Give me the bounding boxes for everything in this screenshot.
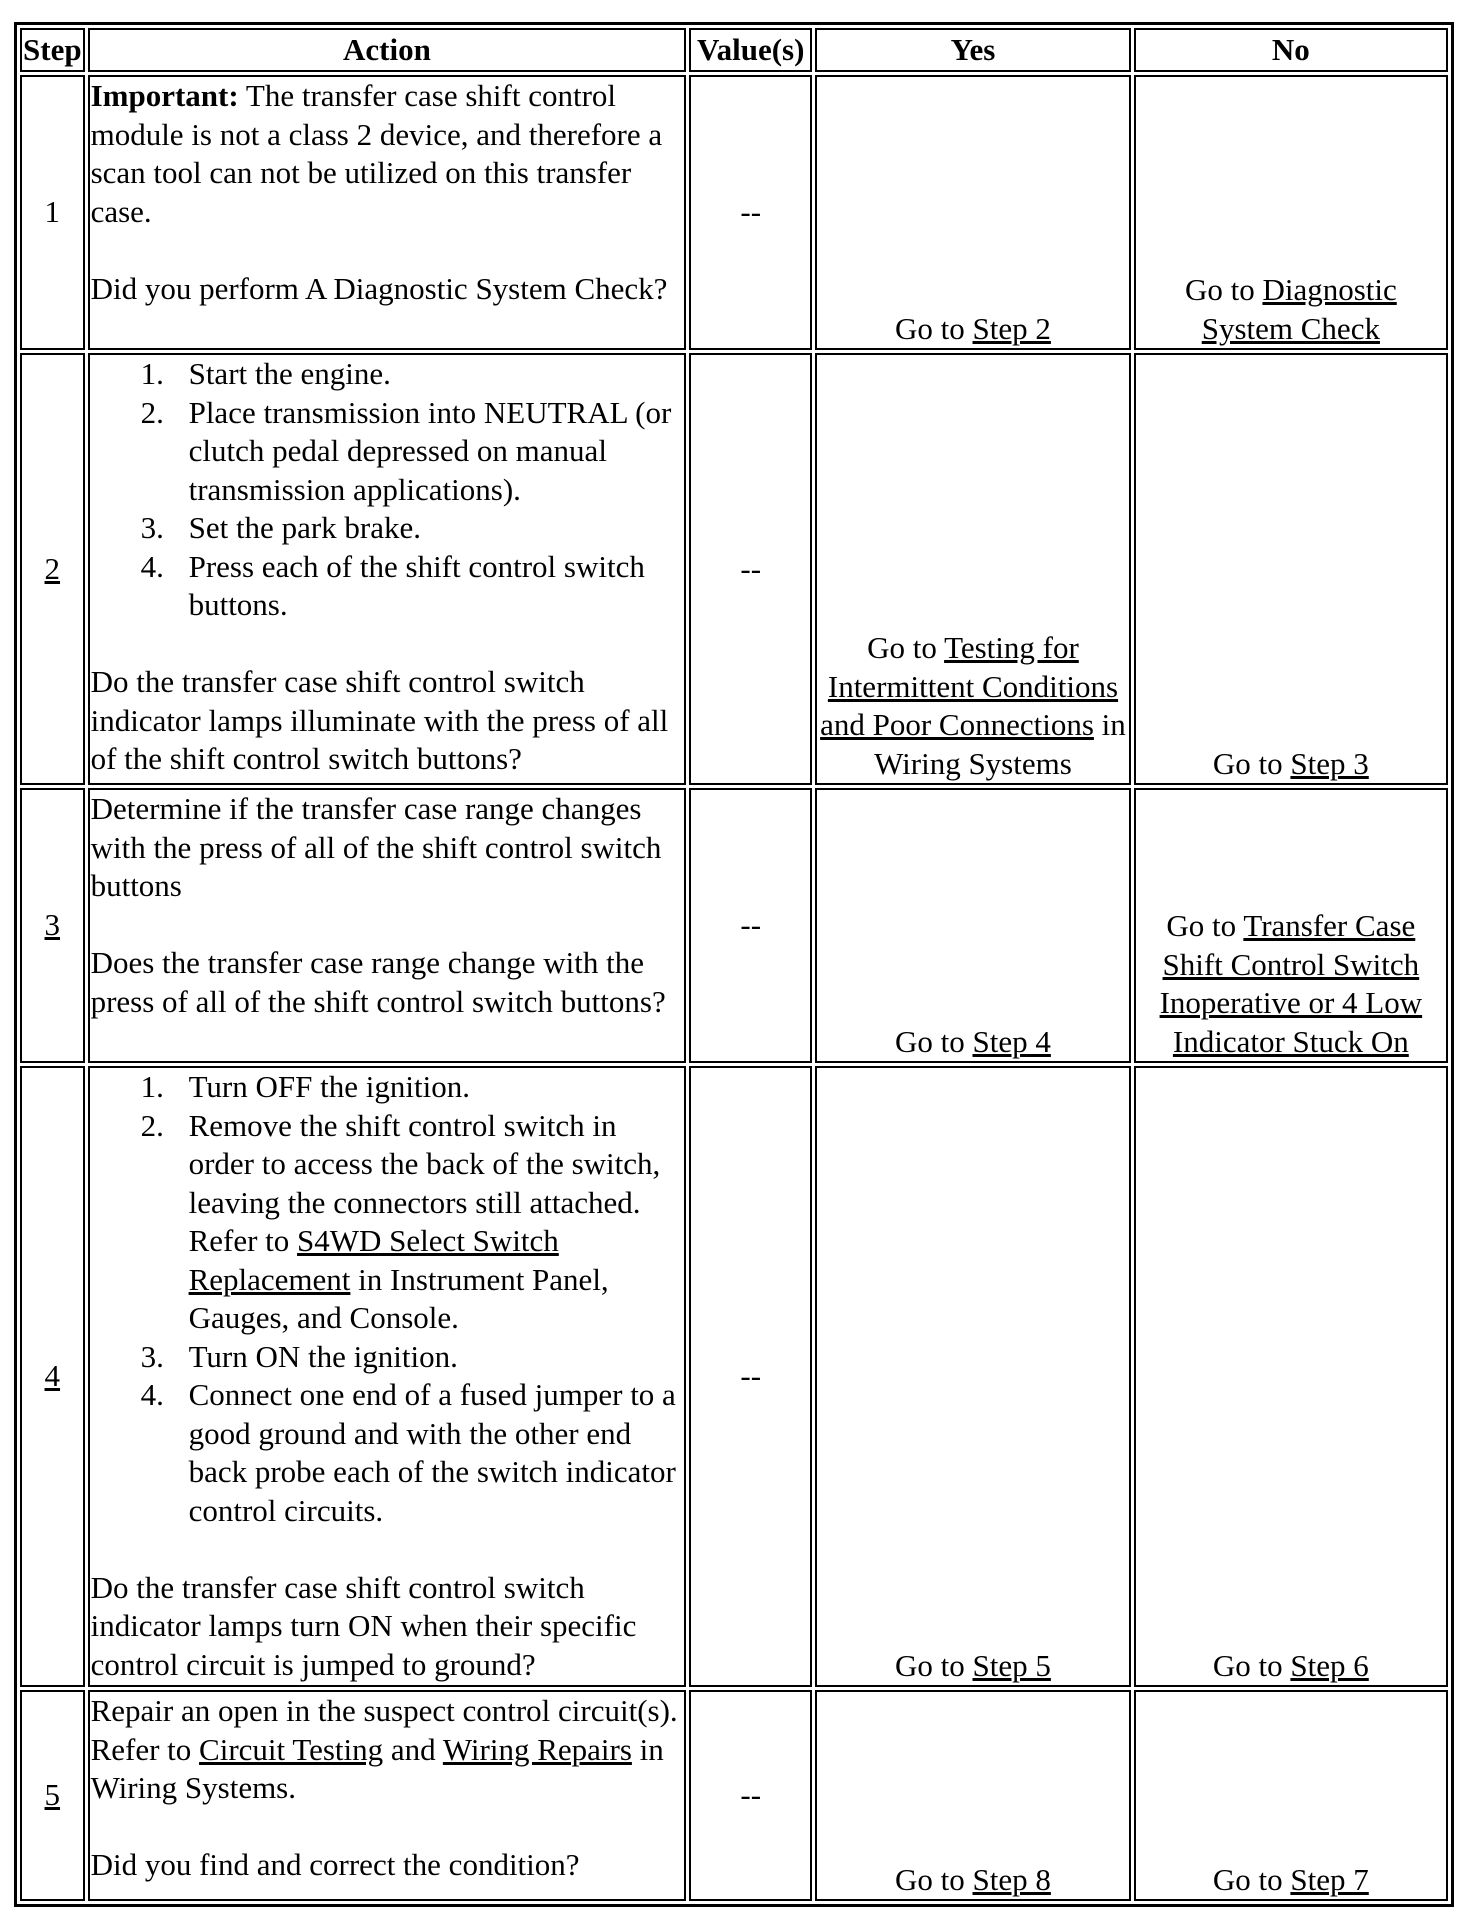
header-values: Value(s) bbox=[689, 28, 812, 72]
yes-link[interactable]: Testing for Intermittent Conditions and Poor Connections bbox=[820, 630, 1119, 742]
value-cell: -- bbox=[689, 788, 812, 1063]
value-cell: -- bbox=[689, 1690, 812, 1901]
step-number bbox=[20, 1690, 85, 1901]
action-question: Do the transfer case shift control switch indicator lamps turn ON when their specific control circuit is jumped to ground? bbox=[90, 1569, 637, 1682]
list-item: 3. Turn ON the ignition. bbox=[140, 1338, 458, 1374]
step-link[interactable]: 3 bbox=[44, 907, 61, 943]
step-number bbox=[20, 353, 85, 785]
no-link[interactable]: Step 3 bbox=[1290, 745, 1369, 781]
no-cell: Go to Diagnostic System Check bbox=[1134, 75, 1448, 350]
s4wd-switch-replacement-link[interactable]: S4WD Select Switch Replacement bbox=[188, 1223, 559, 1297]
action-cell bbox=[88, 788, 687, 1063]
value-cell: -- bbox=[689, 75, 812, 350]
header-row bbox=[20, 28, 1448, 72]
yes-link[interactable]: Step 8 bbox=[972, 1861, 1051, 1897]
step-link[interactable]: 5 bbox=[44, 1777, 61, 1813]
yes-link[interactable]: Step 5 bbox=[972, 1647, 1051, 1683]
value-cell: -- bbox=[689, 353, 812, 785]
header-yes: Yes bbox=[815, 28, 1130, 72]
no-cell: Go to Step 6 bbox=[1134, 1066, 1448, 1687]
no-link[interactable]: Step 7 bbox=[1290, 1861, 1369, 1897]
no-cell: Go to Step 3 bbox=[1134, 353, 1448, 785]
value-cell: -- bbox=[689, 1066, 812, 1687]
yes-cell: Go to Step 8 bbox=[815, 1690, 1130, 1901]
important-label: Important: bbox=[90, 78, 239, 113]
step-link[interactable]: 4 bbox=[44, 1358, 61, 1394]
header-step: Step bbox=[20, 28, 85, 72]
yes-cell: Go to Step 5 bbox=[815, 1066, 1130, 1687]
action-cell bbox=[88, 1690, 687, 1901]
no-link[interactable]: Diagnostic System Check bbox=[1201, 272, 1397, 346]
action-question: Do the transfer case shift control switch indicator lamps illuminate with the press of all of the shift control switch buttons? bbox=[90, 664, 669, 776]
yes-link[interactable]: Step 4 bbox=[972, 1023, 1051, 1059]
list-item: 2. Place transmission into NEUTRAL (or clutch pedal depressed on manual transmission applications). bbox=[140, 394, 672, 507]
table-row bbox=[20, 1690, 1448, 1901]
list-item: 3. Set the park brake. bbox=[140, 510, 421, 545]
step-number bbox=[20, 1066, 85, 1687]
table-row bbox=[20, 788, 1448, 1063]
action-cell bbox=[88, 75, 687, 350]
action-text: Determine if the transfer case range changes with the press of all of the shift control switch buttons bbox=[90, 791, 662, 903]
procedure-list bbox=[91, 355, 684, 625]
action-cell bbox=[88, 1066, 687, 1687]
yes-cell: Go to Step 2 bbox=[815, 75, 1130, 350]
step-link[interactable]: 2 bbox=[44, 550, 61, 586]
list-item: 4. Connect one end of a fused jumper to a good ground and with the other end back probe each of the switch indicator control circuits. bbox=[140, 1377, 676, 1528]
step-number bbox=[20, 788, 85, 1063]
circuit-testing-link[interactable]: Circuit Testing bbox=[199, 1731, 384, 1767]
header-action: Action bbox=[88, 28, 687, 72]
important-note bbox=[91, 77, 684, 231]
table-row bbox=[20, 75, 1448, 350]
table-row bbox=[20, 1066, 1448, 1687]
yes-cell: Go to Step 4 bbox=[815, 788, 1130, 1063]
list-item: 4. Press each of the shift control switch buttons. bbox=[140, 548, 645, 622]
yes-link[interactable]: Step 2 bbox=[972, 310, 1051, 346]
list-item: 1. Start the engine. bbox=[140, 356, 391, 391]
action-question: Did you find and correct the condition? bbox=[90, 1847, 580, 1882]
action-question: Did you perform A Diagnostic System Check? bbox=[90, 270, 668, 306]
procedure-list bbox=[91, 1068, 684, 1530]
header-no: No bbox=[1134, 28, 1448, 72]
important-text: The transfer case shift control module is not a class 2 device, and therefore a scan tool can not be utilized on this transfer case. bbox=[90, 78, 663, 229]
wiring-repairs-link[interactable]: Wiring Repairs bbox=[442, 1731, 632, 1767]
step-number: 1 bbox=[20, 75, 85, 350]
yes-cell: Go to Testing for Intermittent Conditions and Poor Connections in Wiring Systems bbox=[815, 353, 1130, 785]
table-row bbox=[20, 353, 1448, 785]
no-cell: Go to Step 7 bbox=[1134, 1690, 1448, 1901]
no-link[interactable]: Transfer Case Shift Control Switch Inoperative or 4 Low Indicator Stuck On bbox=[1159, 908, 1423, 1059]
action-text: Repair an open in the suspect control circuit(s). Refer to Circuit Testing and Wiring Repairs in Wiring Systems. bbox=[90, 1693, 678, 1805]
list-item: 2. Remove the shift control switch in order to access the back of the switch, leaving the connectors still attached. Refer to S4WD Select Switch Replacement in Instrument Panel, Gauges, and Console. bbox=[140, 1107, 661, 1335]
no-link[interactable]: Step 6 bbox=[1290, 1647, 1369, 1683]
action-cell bbox=[88, 353, 687, 785]
diagnostic-table bbox=[14, 22, 1454, 1907]
action-question: Does the transfer case range change with the press of all of the shift control switch buttons? bbox=[90, 945, 666, 1019]
diagnostic-table-page bbox=[14, 22, 1454, 1907]
list-item: 1. Turn OFF the ignition. bbox=[140, 1069, 470, 1104]
no-cell: Go to Transfer Case Shift Control Switch Inoperative or 4 Low Indicator Stuck On bbox=[1134, 788, 1448, 1063]
